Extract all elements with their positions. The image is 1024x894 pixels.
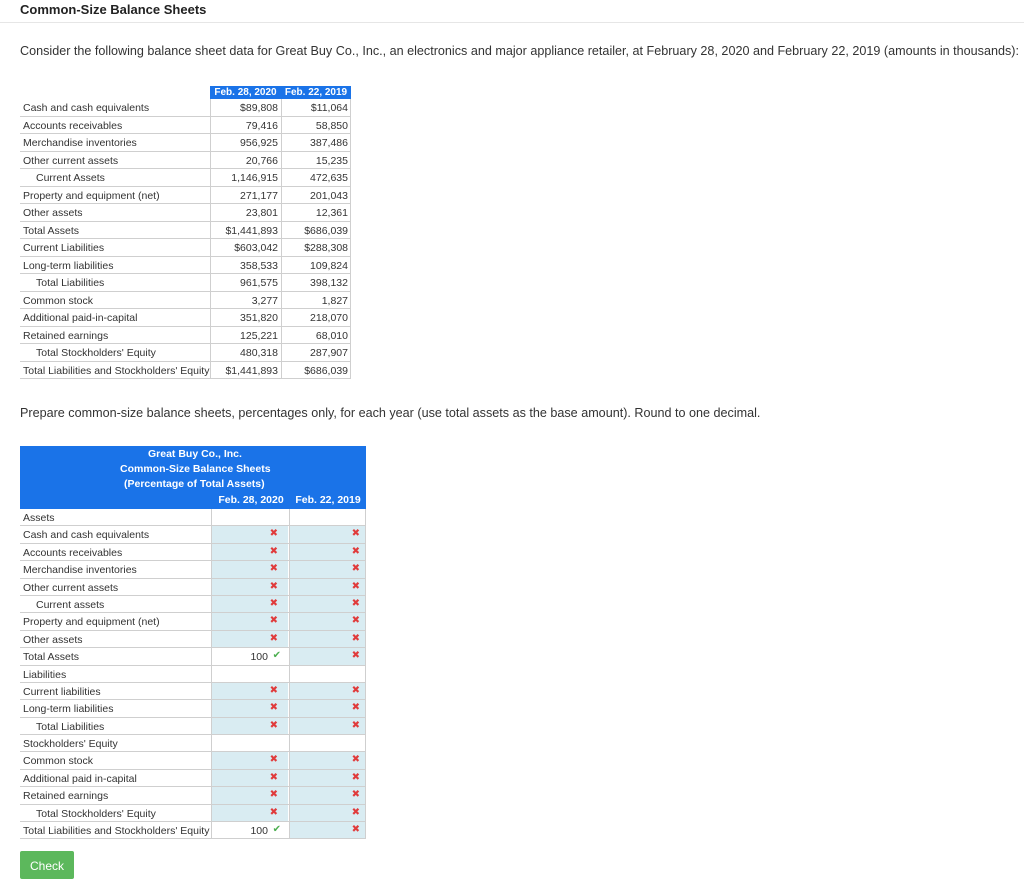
row-label: Stockholders' Equity bbox=[23, 738, 118, 751]
answer-input-2019[interactable] bbox=[289, 613, 365, 629]
answer-input-2020[interactable] bbox=[211, 631, 288, 647]
answer-input-2019[interactable] bbox=[289, 596, 365, 612]
data-table-row bbox=[20, 117, 351, 135]
col-divider bbox=[289, 509, 290, 839]
value-feb-2020: $1,441,893 bbox=[225, 364, 278, 377]
total-value: 100 bbox=[250, 651, 268, 664]
answer-row bbox=[20, 787, 366, 804]
data-table-row bbox=[20, 344, 351, 362]
value-feb-2019: $288,308 bbox=[304, 242, 348, 254]
answer-row bbox=[20, 805, 366, 822]
answer-input-2020[interactable] bbox=[211, 561, 288, 577]
value-feb-2020: 351,820 bbox=[240, 312, 278, 324]
answer-input-2020[interactable] bbox=[211, 683, 288, 699]
answer-total-2020[interactable] bbox=[211, 822, 288, 838]
total-value: 100 bbox=[250, 825, 268, 838]
data-table-row bbox=[20, 257, 351, 275]
answer-input-2020[interactable] bbox=[211, 770, 288, 786]
value-feb-2020: 1,146,915 bbox=[231, 172, 278, 184]
answer-row bbox=[20, 579, 366, 596]
answer-input-2019[interactable] bbox=[289, 805, 365, 821]
incorrect-icon: ✖ bbox=[351, 754, 360, 766]
answer-row bbox=[20, 544, 366, 561]
incorrect-icon: ✖ bbox=[269, 684, 278, 696]
value-feb-2020: 271,177 bbox=[240, 189, 278, 202]
title-divider bbox=[0, 22, 1024, 23]
incorrect-icon: ✖ bbox=[351, 563, 360, 575]
col-divider bbox=[210, 99, 211, 379]
value-feb-2019: 287,907 bbox=[310, 347, 348, 359]
row-label: Retained earnings bbox=[23, 790, 109, 803]
answer-row bbox=[20, 700, 366, 717]
answer-input-2019[interactable] bbox=[289, 648, 365, 664]
answer-input-2020[interactable] bbox=[211, 787, 288, 803]
correct-check-icon: ✔ bbox=[272, 824, 281, 836]
value-feb-2020: 125,221 bbox=[240, 329, 278, 342]
data-table-row bbox=[20, 239, 351, 257]
answer-input-2019[interactable] bbox=[289, 579, 365, 595]
incorrect-icon: ✖ bbox=[269, 563, 278, 575]
incorrect-icon: ✖ bbox=[269, 597, 278, 609]
incorrect-icon: ✖ bbox=[269, 632, 278, 644]
col-divider bbox=[365, 509, 366, 839]
value-feb-2020: 20,766 bbox=[245, 154, 278, 167]
row-label: Accounts receivables bbox=[23, 546, 123, 559]
incorrect-icon: ✖ bbox=[351, 719, 360, 731]
answer-total-2020[interactable] bbox=[211, 648, 288, 664]
statement-subtitle: Common-Size Balance Sheets bbox=[120, 463, 271, 475]
incorrect-icon: ✖ bbox=[351, 650, 360, 662]
answer-input-2019[interactable] bbox=[289, 561, 365, 577]
answer-input-2020[interactable] bbox=[211, 613, 288, 629]
row-label: Common stock bbox=[23, 294, 94, 307]
incorrect-icon: ✖ bbox=[351, 528, 360, 540]
row-label: Retained earnings bbox=[23, 329, 109, 342]
incorrect-icon: ✖ bbox=[269, 771, 278, 783]
value-feb-2020: 480,318 bbox=[240, 347, 278, 359]
incorrect-icon: ✖ bbox=[269, 719, 278, 731]
header-feb-2019: Feb. 22, 2019 bbox=[281, 86, 351, 99]
row-label: Long-term liabilities bbox=[23, 703, 114, 716]
col-divider bbox=[281, 99, 282, 379]
section-heading-row bbox=[20, 735, 366, 752]
answer-input-2019[interactable] bbox=[289, 683, 365, 699]
incorrect-icon: ✖ bbox=[351, 632, 360, 644]
row-label: Total Liabilities and Stockholders' Equity bbox=[23, 364, 210, 377]
common-size-answer-table bbox=[20, 446, 366, 839]
value-feb-2020: 3,277 bbox=[251, 294, 278, 307]
data-table-row bbox=[20, 152, 351, 170]
data-table-row bbox=[20, 169, 351, 187]
row-label: Additional paid in-capital bbox=[23, 772, 137, 785]
row-label: Assets bbox=[23, 512, 55, 524]
answer-input-2019[interactable] bbox=[289, 787, 365, 803]
value-feb-2019: 387,486 bbox=[310, 137, 348, 149]
value-feb-2019: 12,361 bbox=[315, 207, 348, 219]
row-label: Property and equipment (net) bbox=[23, 616, 160, 629]
value-feb-2019: 218,070 bbox=[310, 312, 348, 324]
answer-row bbox=[20, 822, 366, 839]
value-feb-2020: $603,042 bbox=[234, 242, 278, 254]
answer-input-2020[interactable] bbox=[211, 805, 288, 821]
row-label: Other current assets bbox=[23, 154, 119, 167]
value-feb-2019: 201,043 bbox=[310, 189, 348, 202]
row-label: Accounts receivables bbox=[23, 119, 123, 132]
value-feb-2019: 472,635 bbox=[310, 172, 348, 184]
incorrect-icon: ✖ bbox=[351, 580, 360, 592]
value-feb-2019: 58,850 bbox=[315, 119, 348, 132]
data-table-row bbox=[20, 274, 351, 292]
row-label: Other assets bbox=[23, 633, 83, 646]
row-label: Merchandise inventories bbox=[23, 137, 137, 149]
row-label: Cash and cash equivalents bbox=[23, 102, 150, 114]
row-label: Cash and cash equivalents bbox=[23, 529, 150, 542]
answer-row bbox=[20, 683, 366, 700]
answer-row bbox=[20, 752, 366, 769]
value-feb-2020: 358,533 bbox=[240, 259, 278, 272]
answer-row bbox=[20, 526, 366, 543]
data-table-row bbox=[20, 309, 351, 327]
row-label: Total Liabilities and Stockholders' Equity bbox=[23, 825, 210, 838]
incorrect-icon: ✖ bbox=[351, 615, 360, 627]
answer-input-2020[interactable] bbox=[211, 700, 288, 716]
incorrect-icon: ✖ bbox=[269, 615, 278, 627]
value-feb-2019: 398,132 bbox=[310, 277, 348, 289]
value-feb-2020: 79,416 bbox=[245, 119, 278, 132]
incorrect-icon: ✖ bbox=[351, 771, 360, 783]
intro-text: Consider the following balance sheet data for Great Buy Co., Inc., an electronics and major appliance retailer, at February 28, 2020 and February 22, 2019 (amounts in thousands): bbox=[20, 44, 1019, 58]
data-table-row bbox=[20, 362, 351, 380]
value-feb-2020: 961,575 bbox=[240, 277, 278, 289]
answer-input-2020[interactable] bbox=[211, 596, 288, 612]
row-label: Total Assets bbox=[23, 651, 80, 664]
row-label: Property and equipment (net) bbox=[23, 189, 160, 202]
incorrect-icon: ✖ bbox=[351, 789, 360, 801]
data-table-row bbox=[20, 327, 351, 345]
answer-col-feb-2019: Feb. 22, 2019 bbox=[295, 494, 361, 506]
data-table-row bbox=[20, 187, 351, 205]
row-label: Common stock bbox=[23, 755, 94, 768]
answer-row bbox=[20, 561, 366, 578]
answer-input-2020[interactable] bbox=[211, 526, 288, 542]
incorrect-icon: ✖ bbox=[351, 806, 360, 818]
value-feb-2019: 15,235 bbox=[315, 154, 348, 167]
incorrect-icon: ✖ bbox=[269, 702, 278, 714]
value-feb-2019: 68,010 bbox=[315, 329, 348, 342]
answer-col-feb-2020: Feb. 28, 2020 bbox=[218, 494, 284, 506]
answer-row bbox=[20, 648, 366, 665]
row-label: Liabilities bbox=[23, 668, 67, 681]
incorrect-icon: ✖ bbox=[269, 545, 278, 557]
answer-row bbox=[20, 613, 366, 630]
data-table-row bbox=[20, 99, 351, 117]
incorrect-icon: ✖ bbox=[269, 789, 278, 801]
incorrect-icon: ✖ bbox=[351, 597, 360, 609]
instruction-text: Prepare common-size balance sheets, percentages only, for each year (use total assets as the base amount). Round to one decimal. bbox=[20, 406, 761, 420]
answer-input-2020[interactable] bbox=[211, 579, 288, 595]
correct-check-icon: ✔ bbox=[272, 650, 281, 662]
incorrect-icon: ✖ bbox=[269, 580, 278, 592]
incorrect-icon: ✖ bbox=[269, 528, 278, 540]
row-label: Total Liabilities bbox=[36, 720, 105, 733]
incorrect-icon: ✖ bbox=[351, 545, 360, 557]
section-heading-row bbox=[20, 666, 366, 683]
incorrect-icon: ✖ bbox=[351, 824, 360, 836]
answer-input-2020[interactable] bbox=[211, 544, 288, 560]
col-divider bbox=[211, 509, 212, 839]
incorrect-icon: ✖ bbox=[269, 806, 278, 818]
row-label: Total Assets bbox=[23, 224, 80, 237]
value-feb-2020: $89,808 bbox=[240, 102, 278, 114]
incorrect-icon: ✖ bbox=[351, 702, 360, 714]
col-divider bbox=[350, 99, 351, 379]
answer-input-2019[interactable] bbox=[289, 700, 365, 716]
value-feb-2020: $1,441,893 bbox=[225, 224, 278, 237]
row-label: Current Assets bbox=[36, 172, 105, 184]
section-heading-row bbox=[20, 509, 366, 526]
row-label: Additional paid-in-capital bbox=[23, 312, 138, 324]
row-label: Current Liabilities bbox=[23, 242, 105, 254]
data-table-row bbox=[20, 204, 351, 222]
value-feb-2019: 109,824 bbox=[310, 259, 348, 272]
value-feb-2020: 956,925 bbox=[240, 137, 278, 149]
answer-row bbox=[20, 718, 366, 735]
answer-input-2020[interactable] bbox=[211, 718, 288, 734]
answer-table-header bbox=[20, 446, 366, 509]
answer-row bbox=[20, 631, 366, 648]
header-feb-2020: Feb. 28, 2020 bbox=[210, 86, 281, 99]
data-table-row bbox=[20, 292, 351, 310]
incorrect-icon: ✖ bbox=[269, 754, 278, 766]
answer-input-2020[interactable] bbox=[211, 752, 288, 768]
page-title: Common-Size Balance Sheets bbox=[20, 2, 207, 17]
value-feb-2019: $11,064 bbox=[310, 102, 348, 114]
answer-input-2019[interactable] bbox=[289, 526, 365, 542]
row-label: Total Liabilities bbox=[36, 277, 105, 289]
answer-row bbox=[20, 596, 366, 613]
check-button[interactable]: Check bbox=[20, 851, 74, 879]
row-label: Long-term liabilities bbox=[23, 259, 114, 272]
answer-row bbox=[20, 770, 366, 787]
row-label: Total Stockholders' Equity bbox=[36, 807, 156, 820]
row-label: Total Stockholders' Equity bbox=[36, 347, 156, 359]
row-label: Current liabilities bbox=[23, 685, 101, 698]
answer-input-2019[interactable] bbox=[289, 544, 365, 560]
data-table-row bbox=[20, 134, 351, 152]
statement-basis: (Percentage of Total Assets) bbox=[124, 478, 265, 490]
value-feb-2019: $686,039 bbox=[304, 224, 348, 237]
row-label: Current assets bbox=[36, 598, 105, 611]
row-label: Other current assets bbox=[23, 581, 119, 594]
answer-input-2019[interactable] bbox=[289, 822, 365, 838]
value-feb-2020: 23,801 bbox=[245, 207, 278, 219]
company-name: Great Buy Co., Inc. bbox=[148, 448, 242, 460]
data-table-header bbox=[20, 86, 351, 99]
incorrect-icon: ✖ bbox=[351, 684, 360, 696]
value-feb-2019: 1,827 bbox=[321, 294, 348, 307]
row-label: Merchandise inventories bbox=[23, 564, 137, 577]
answer-input-2019[interactable] bbox=[289, 770, 365, 786]
answer-input-2019[interactable] bbox=[289, 718, 365, 734]
balance-sheet-data-table bbox=[20, 86, 351, 379]
answer-input-2019[interactable] bbox=[289, 631, 365, 647]
value-feb-2019: $686,039 bbox=[304, 364, 348, 377]
data-table-row bbox=[20, 222, 351, 240]
answer-input-2019[interactable] bbox=[289, 752, 365, 768]
row-label: Other assets bbox=[23, 207, 83, 219]
